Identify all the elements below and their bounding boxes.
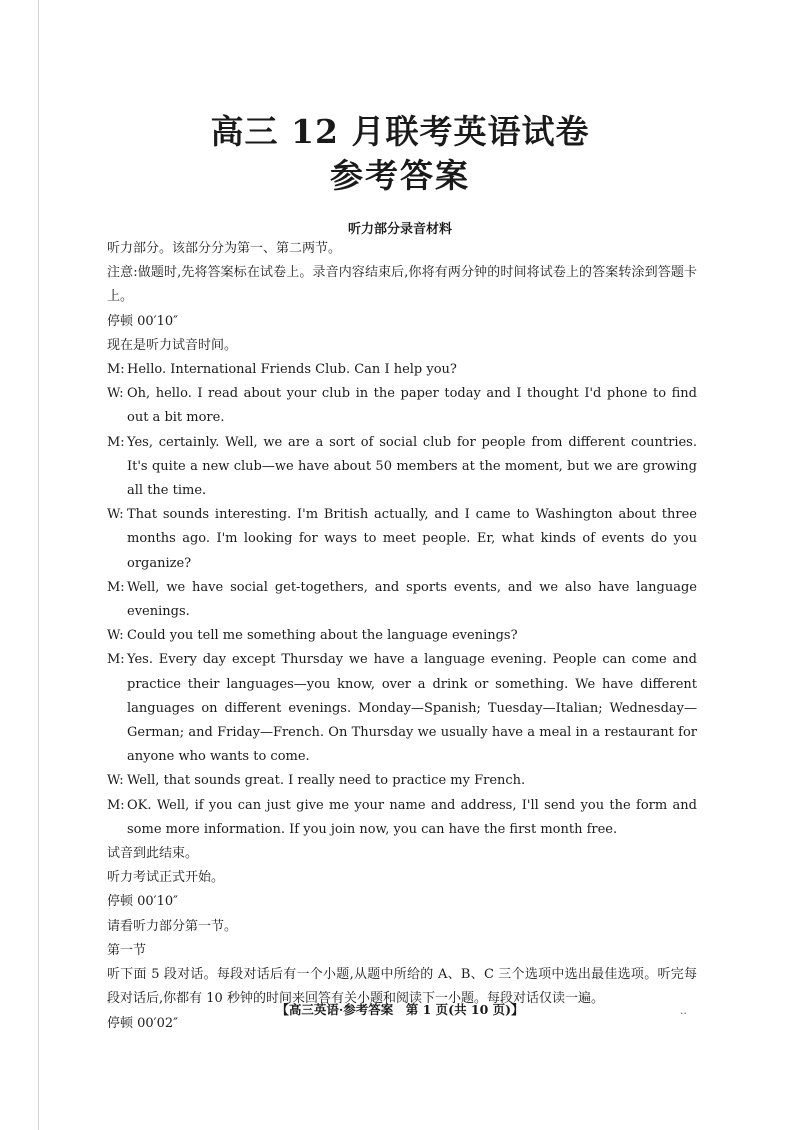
pause-marker: 停顿 00′10″ — [107, 894, 179, 910]
speaker-label: M: — [107, 434, 125, 450]
speaker-label: M: — [107, 652, 125, 668]
dialogue-turn — [107, 648, 697, 769]
page-footer: 【高三英语·参考答案 第 1 页(共 10 页)】 — [276, 1002, 524, 1017]
speaker-label: W: — [107, 507, 124, 523]
dialogue-turn — [107, 358, 697, 382]
dialogue-text: Well, that sounds great. I really need to practice my French. — [127, 773, 526, 789]
intro-line: 现在是听力试音时间。 — [107, 337, 238, 353]
outro-line: 听力考试正式开始。 — [107, 870, 225, 886]
dialogue-text: Yes, certainly. Well, we are a sort of social club for people from different countries. It's quite a new club—we have about 50 members at the moment, but we are growing all the time. — [127, 434, 697, 499]
speaker-label: W: — [107, 628, 124, 644]
dialogue-text: Yes. Every day except Thursday we have a language evening. People can come and practice their languages—you know, over a drink or something. We have different languages on different evenings. Monday—Spanish; Tuesday—Italian; Wednesday—German; and Friday—French. On Thursday we usually have a meal in a restaurant for anyone who wants to come. — [127, 652, 697, 765]
dialogue-turn — [107, 794, 697, 842]
intro-line: 听力部分。该部分分为第一、第二两节。 — [107, 241, 342, 256]
dialogue-turn — [107, 576, 697, 624]
dialogue-text: Hello. International Friends Club. Can I help you? — [127, 362, 457, 378]
dialogue-text: OK. Well, if you can just give me your name and address, I'll send you the form and some more information. If you join now, you can have the first month free. — [127, 797, 697, 837]
dialogue-turn — [107, 503, 697, 576]
dialogue-text: Could you tell me something about the language evenings? — [127, 628, 518, 644]
speaker-label: M: — [107, 797, 125, 813]
title-block — [0, 112, 800, 196]
speaker-label: M: — [107, 579, 125, 595]
pause-marker: 停顿 00′10″ — [107, 313, 179, 329]
dialogue-turn — [107, 769, 697, 793]
dialogue-turn — [107, 382, 697, 430]
dialogue-text: That sounds interesting. I'm British actually, and I came to Washington about three months ago. I'm looking for ways to meet people. Er, what kinds of events do you organize? — [127, 507, 697, 571]
dialogue-text: Well, we have social get-togethers, and sports events, and we also have language evenings. — [127, 579, 697, 620]
dialogue-text: Oh, hello. I read about your club in the paper today and I thought I'd phone to find out a bit more. — [127, 386, 697, 426]
dialogue-turn — [107, 431, 697, 504]
subsection-heading: 第一节 — [107, 942, 147, 958]
dialogue-turn — [107, 624, 697, 648]
transcript-body — [107, 237, 697, 1036]
page-title: 高三 12 月联考英语试卷 — [210, 112, 590, 151]
speaker-label: M: — [107, 362, 125, 378]
intro-line: 注意:做题时,先将答案标在试卷上。录音内容结束后,你将有两分钟的时间将试卷上的答案转涂到答题卡上。 — [107, 265, 697, 305]
outro-line: 试音到此结束。 — [107, 846, 199, 862]
speaker-label: W: — [107, 773, 124, 789]
section-title: 听力部分录音材料 — [347, 222, 452, 237]
speaker-label: W: — [107, 386, 124, 402]
outro-line: 请看听力部分第一节。 — [107, 918, 238, 934]
page-subtitle: 参考答案 — [330, 156, 470, 195]
instructions: 听下面 5 段对话。每段对话后有一个小题,从题中所给的 A、B、C 三个选项中选出最佳选项。听完每段对话后,你都有 10 秒钟的时间来回答有关小题和阅读下一小题。每段对话仅读一遍。 — [107, 967, 697, 1007]
pause-marker: 停顿 00′02″ — [107, 1015, 179, 1031]
corner-mark: .. — [680, 1004, 687, 1017]
